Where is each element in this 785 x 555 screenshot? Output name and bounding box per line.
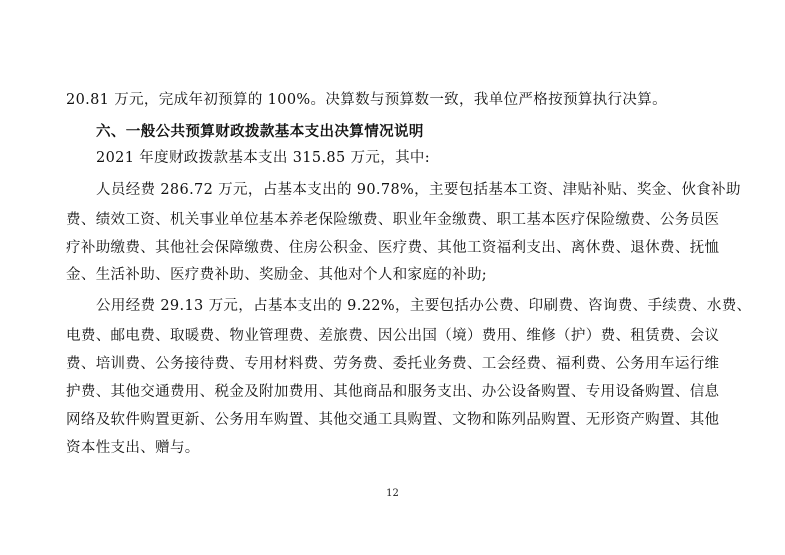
paragraph-line-6: 疗补助缴费、其他社会保障缴费、住房公积金、医疗费、其他工资福利支出、离休费、退休费、抚恤 [66, 240, 720, 256]
paragraph-line-10: 费、培训费、公务接待费、专用材料费、劳务费、委托业务费、工会经费、福利费、公务用车运行维 [66, 356, 720, 372]
paragraph-line-3: 2021 年度财政拨款基本支出 315.85 万元，其中: [96, 150, 430, 166]
paragraph-line-7: 金、生活补助、医疗费补助、奖励金、其他对个人和家庭的补助; [66, 267, 488, 283]
paragraph-line-5: 费、绩效工资、机关事业单位基本养老保险缴费、职业年金缴费、职工基本医疗保险缴费、公务员医 [66, 212, 720, 228]
paragraph-line-9: 电费、邮电费、取暖费、物业管理费、差旅费、因公出国（境）费用、维修（护）费、租赁费、会议 [66, 328, 720, 344]
paragraph-line-13: 资本性支出、赠与。 [66, 440, 200, 456]
section-heading: 六、一般公共预算财政拨款基本支出决算情况说明 [96, 124, 424, 140]
paragraph-line-1: 20.81 万元，完成年初预算的 100%。决算数与预算数一致，我单位严格按预算执行决算。 [66, 92, 667, 108]
paragraph-line-12: 网络及软件购置更新、公务用车购置、其他交通工具购置、文物和陈列品购置、无形资产购置、其他 [66, 412, 720, 428]
paragraph-line-11: 护费、其他交通费用、税金及附加费用、其他商品和服务支出、办公设备购置、专用设备购置、信息 [66, 384, 720, 400]
paragraph-line-4: 人员经费 286.72 万元，占基本支出的 90.78%，主要包括基本工资、津贴补贴、奖金、伙食补助 [96, 182, 741, 198]
page-number: 12 [386, 488, 399, 499]
paragraph-line-8: 公用经费 29.13 万元，占基本支出的 9.22%，主要包括办公费、印刷费、咨询费、手续费、水费、 [96, 298, 752, 314]
